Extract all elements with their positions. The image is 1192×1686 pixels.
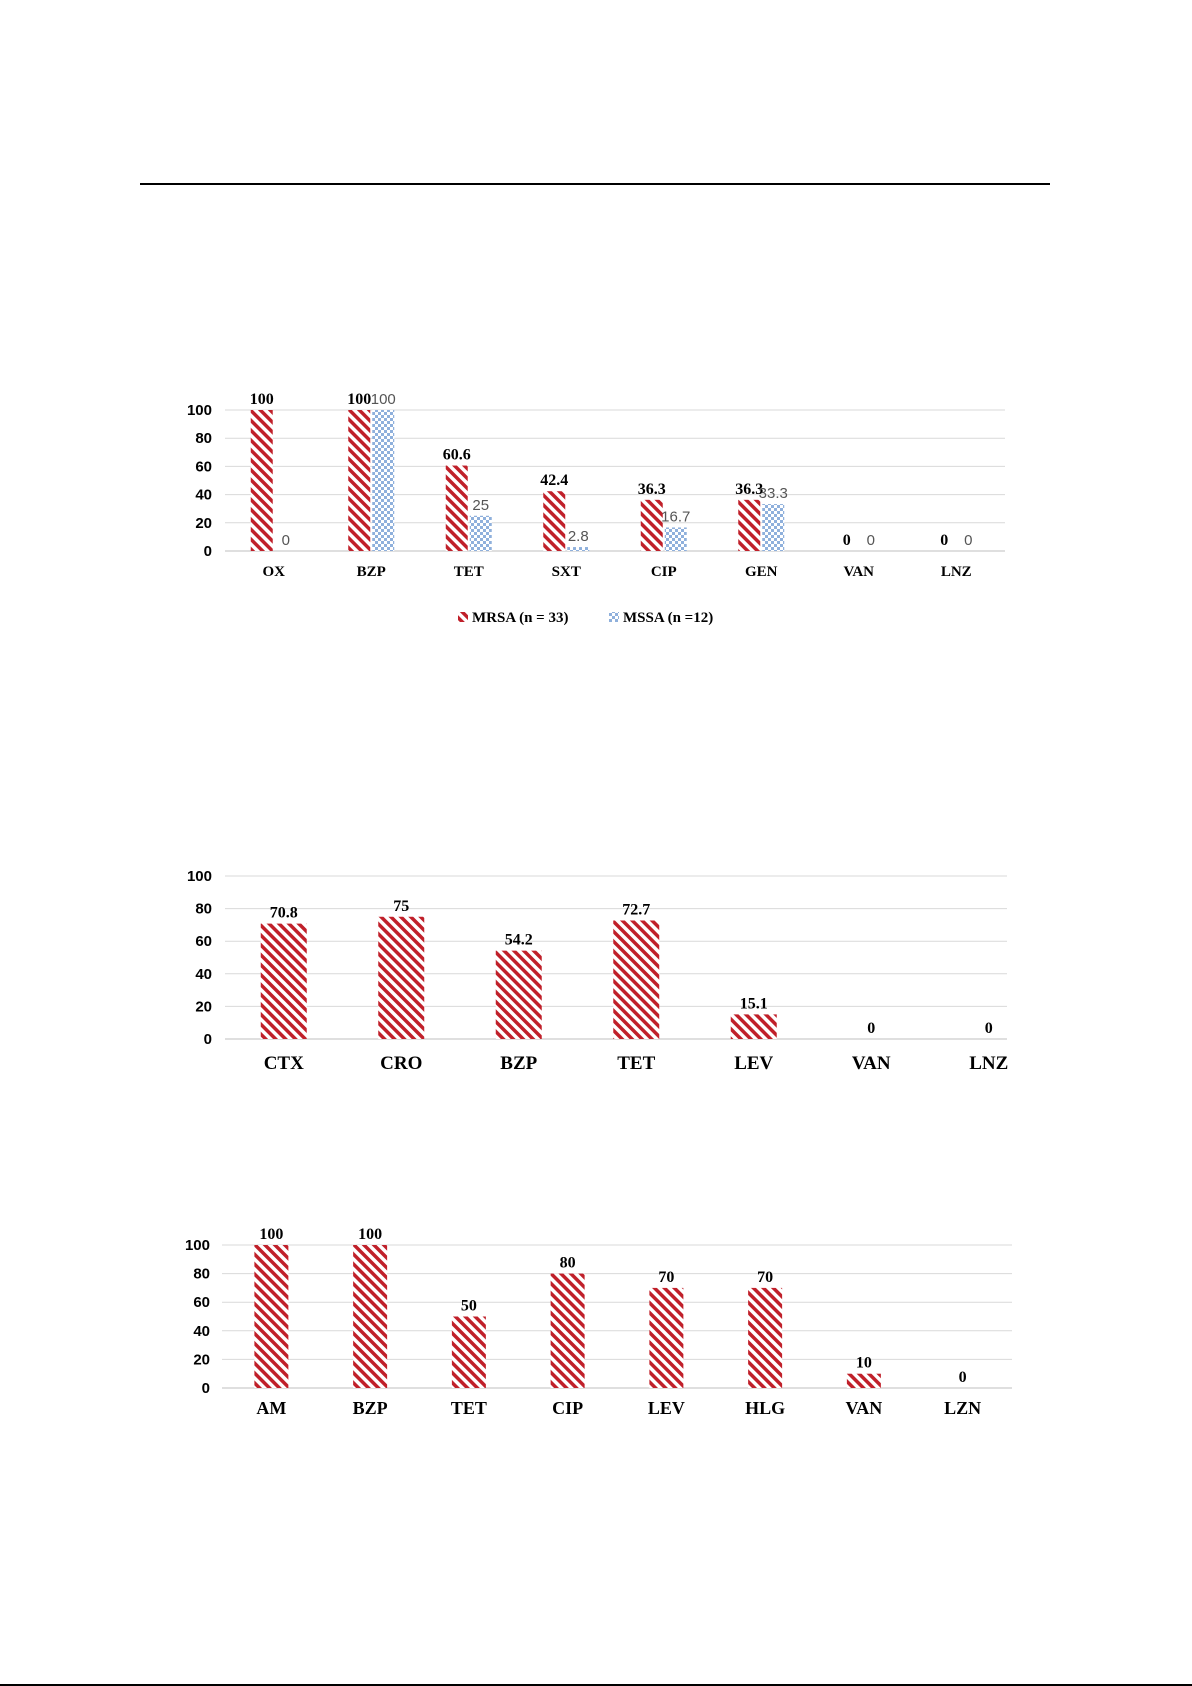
x-tick-label: LNZ xyxy=(940,564,972,580)
x-tick-label: BZP xyxy=(352,1398,388,1418)
resistance-chart-3 xyxy=(0,1220,1192,1440)
y-tick-label: 40 xyxy=(195,965,212,983)
data-label: 2.8 xyxy=(567,528,589,546)
data-label: 0 xyxy=(984,1020,993,1037)
bar xyxy=(470,516,492,551)
bar xyxy=(551,1274,585,1388)
x-tick-label: TET xyxy=(453,564,484,580)
x-tick-label: LEV xyxy=(734,1053,774,1074)
y-tick-label: 0 xyxy=(203,1031,212,1048)
bar xyxy=(372,410,394,551)
x-tick-label: CIP xyxy=(552,1398,584,1418)
data-label: 15.1 xyxy=(739,995,768,1013)
x-tick-label: CIP xyxy=(650,564,677,580)
bar xyxy=(748,1288,782,1388)
legend-swatch xyxy=(609,612,619,622)
x-tick-label: VAN xyxy=(851,1053,891,1074)
bar xyxy=(641,500,663,551)
bar xyxy=(254,1245,288,1388)
legend-swatch xyxy=(458,612,468,622)
data-label: 70 xyxy=(658,1268,675,1286)
x-tick-label: TET xyxy=(617,1053,656,1074)
y-tick-label: 0 xyxy=(203,543,212,560)
bar xyxy=(251,410,273,551)
data-label: 10 xyxy=(855,1354,872,1372)
y-tick-label: 100 xyxy=(186,868,212,885)
y-tick-label: 20 xyxy=(195,998,212,1016)
y-tick-label: 100 xyxy=(184,1237,210,1254)
bar xyxy=(738,500,760,551)
data-label: 0 xyxy=(281,532,290,549)
x-tick-label: BZP xyxy=(500,1053,538,1074)
bar xyxy=(613,920,659,1039)
data-label: 36.3 xyxy=(735,480,764,498)
bar xyxy=(452,1317,486,1389)
x-tick-label: VAN xyxy=(845,1398,883,1418)
header-rule xyxy=(140,183,1050,185)
x-tick-label: BZP xyxy=(356,564,386,580)
bar xyxy=(731,1014,777,1039)
y-tick-label: 60 xyxy=(195,458,212,476)
bar xyxy=(446,466,468,551)
data-label: 100 xyxy=(370,391,396,408)
y-tick-label: 40 xyxy=(195,486,212,504)
bar xyxy=(567,547,589,551)
y-tick-label: 60 xyxy=(193,1294,210,1312)
y-tick-label: 40 xyxy=(193,1322,210,1340)
data-label: 36.3 xyxy=(637,480,666,498)
x-tick-label: VAN xyxy=(843,564,875,580)
data-label: 50 xyxy=(460,1297,477,1315)
data-label: 25 xyxy=(472,496,490,514)
x-tick-label: GEN xyxy=(744,564,778,580)
x-tick-label: CRO xyxy=(380,1053,423,1074)
y-tick-label: 0 xyxy=(201,1380,210,1397)
data-label: 16.7 xyxy=(661,508,691,526)
data-label: 100 xyxy=(249,391,274,408)
resistance-chart-s-aureus xyxy=(0,370,1192,640)
bar xyxy=(543,491,565,551)
x-tick-label: HLG xyxy=(745,1398,786,1418)
x-tick-label: OX xyxy=(262,564,285,580)
x-tick-label: LZN xyxy=(944,1398,982,1418)
data-label: 0 xyxy=(940,532,949,549)
bar xyxy=(378,917,424,1039)
legend-label: MRSA (n = 33) xyxy=(472,610,569,626)
bar xyxy=(348,410,370,551)
data-label: 100 xyxy=(259,1226,284,1243)
data-label: 100 xyxy=(358,1226,383,1243)
x-tick-label: LEV xyxy=(647,1398,685,1418)
y-tick-label: 80 xyxy=(195,900,212,918)
bar xyxy=(847,1374,881,1388)
data-label: 0 xyxy=(842,532,851,549)
x-tick-label: SXT xyxy=(551,564,581,580)
data-label: 60.6 xyxy=(442,446,471,464)
data-label: 54.2 xyxy=(504,931,533,949)
x-tick-label: AM xyxy=(256,1398,287,1418)
data-label: 0 xyxy=(867,1020,876,1037)
y-tick-label: 20 xyxy=(195,514,212,532)
data-label: 42.4 xyxy=(540,472,569,490)
data-label: 70.8 xyxy=(269,904,298,922)
data-label: 75 xyxy=(393,897,410,915)
data-label: 33.3 xyxy=(758,485,788,503)
y-tick-label: 80 xyxy=(193,1265,210,1283)
resistance-chart-2 xyxy=(0,855,1192,1095)
bar xyxy=(261,924,307,1039)
y-tick-label: 20 xyxy=(193,1351,210,1369)
x-tick-label: TET xyxy=(450,1398,487,1418)
y-tick-label: 60 xyxy=(195,933,212,951)
data-label: 0 xyxy=(866,532,875,549)
data-label: 100 xyxy=(347,391,372,408)
x-tick-label: CTX xyxy=(263,1053,304,1074)
legend-label: MSSA (n =12) xyxy=(623,610,714,626)
data-label: 80 xyxy=(559,1254,576,1272)
bar xyxy=(649,1288,683,1388)
y-tick-label: 80 xyxy=(195,430,212,448)
data-label: 0 xyxy=(958,1369,967,1386)
bar xyxy=(353,1245,387,1388)
data-label: 0 xyxy=(964,532,973,549)
bar xyxy=(665,527,687,551)
y-tick-label: 100 xyxy=(186,402,212,419)
x-tick-label: LNZ xyxy=(969,1053,1009,1074)
bar xyxy=(496,951,542,1039)
bar xyxy=(762,504,784,551)
data-label: 72.7 xyxy=(622,901,651,919)
data-label: 70 xyxy=(757,1268,774,1286)
